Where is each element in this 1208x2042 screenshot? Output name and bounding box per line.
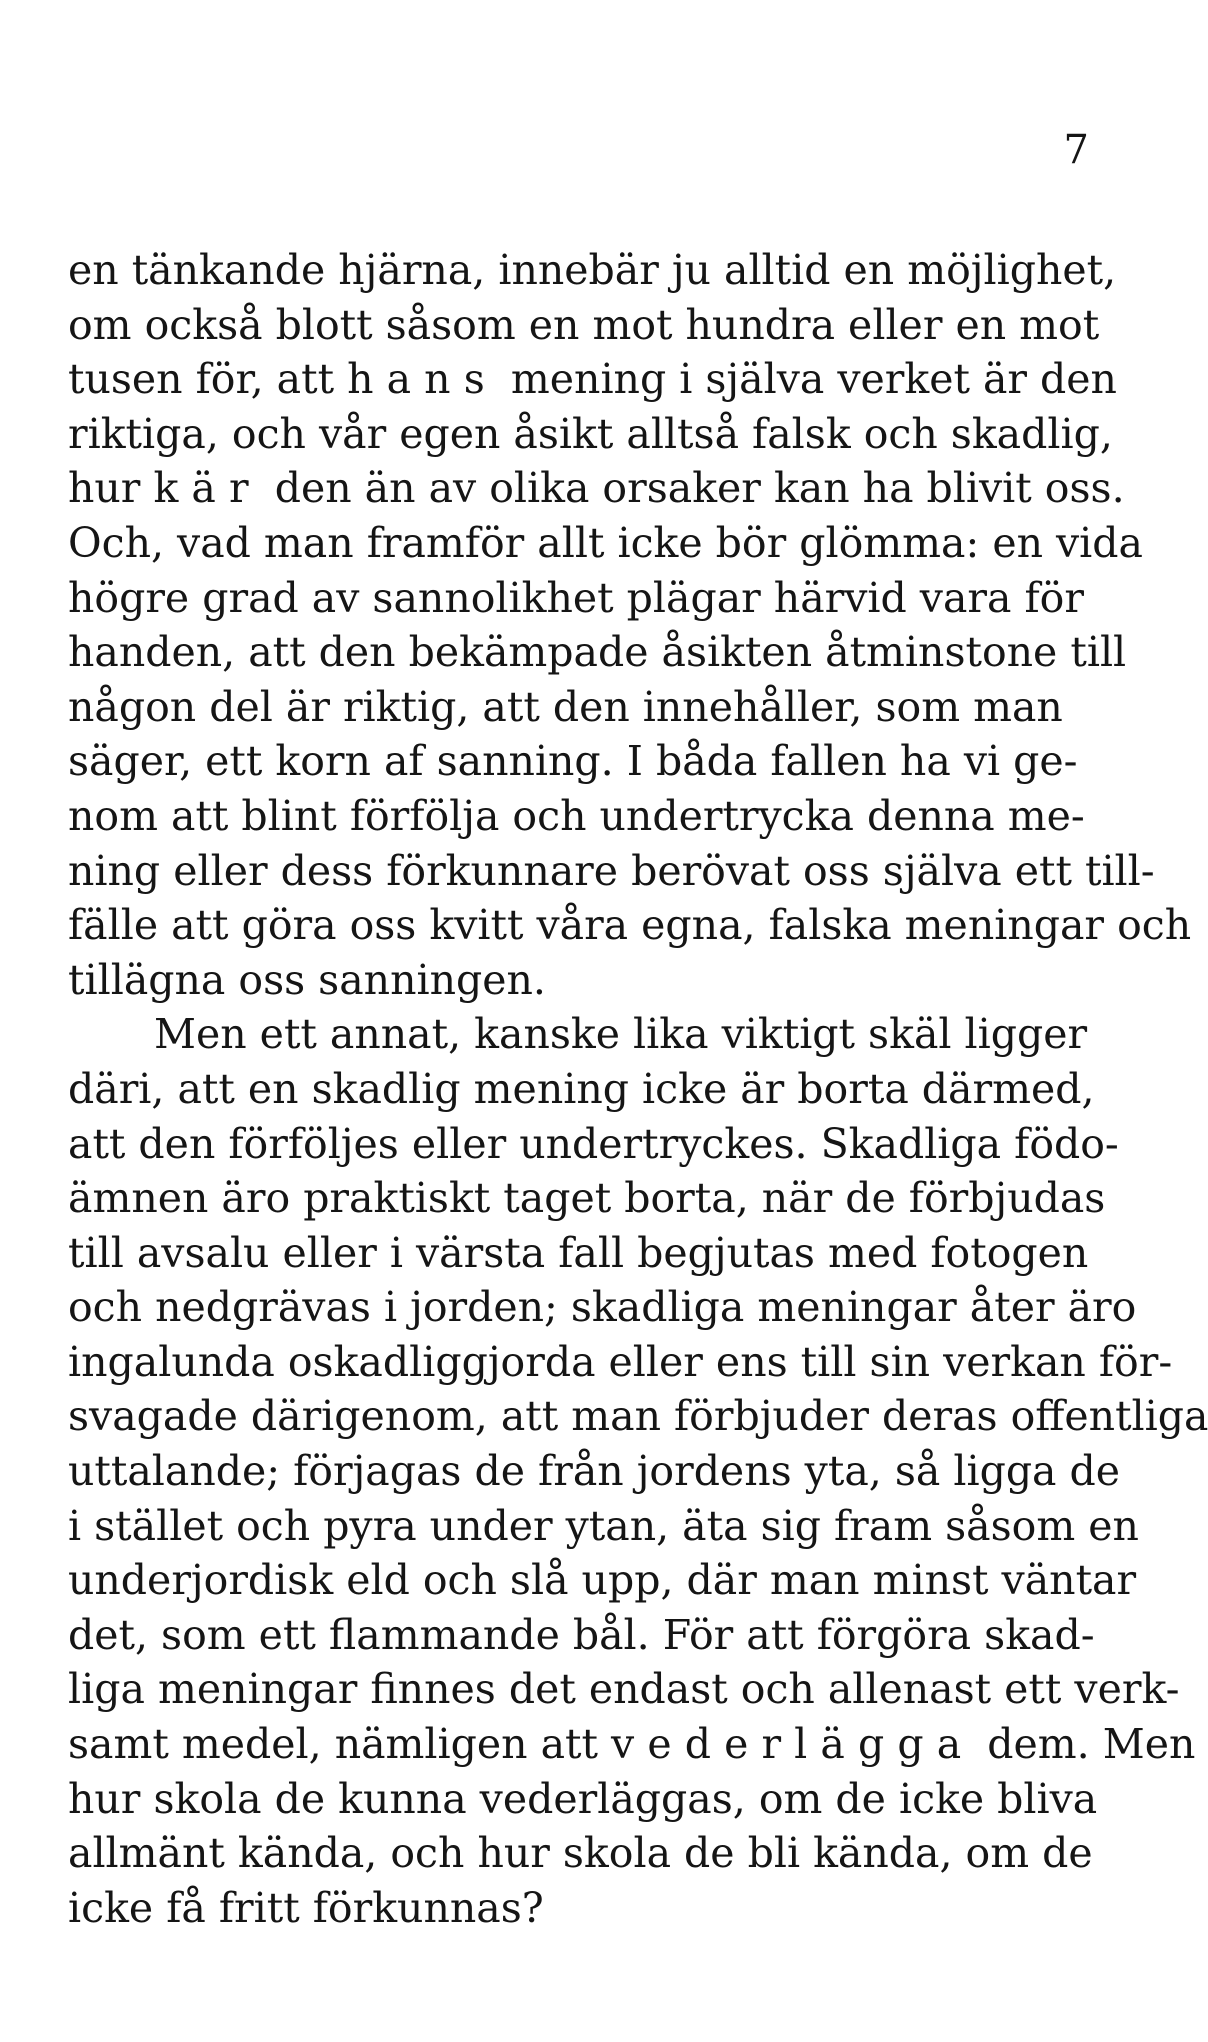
text-line-14: tillägna oss sanningen. [68,955,546,1004]
text-line-2: om också blott såsom en mot hundra eller en mot [68,300,1100,349]
text-line-27: liga meningar finnes det endast och allenast ett verk- [68,1665,1180,1714]
text-line-17: att den förföljes eller undertryckes. Skadliga födo- [68,1119,1119,1168]
text-line-24: i stället och pyra under ytan, äta sig fram såsom en [68,1501,1139,1550]
emphasized-word: hans [347,355,498,404]
text-line-5 [68,461,1136,516]
text-line-19: till avsalu eller i värsta fall begjutas med fotogen [68,1228,1089,1277]
text-line-20: och nedgrävas i jorden; skadliga meningar åter äro [68,1283,1137,1332]
text-line-3 [68,352,1136,407]
text-segment: samt medel, nämligen att [68,1720,612,1769]
text-line-21: ingalunda oskadliggjorda eller ens till sin verkan för- [68,1337,1173,1386]
text-line-1: en tänkande hjärna, innebär ju alltid en möjlighet, [68,246,1117,294]
text-line-22: svagade därigenom, att man förbjuder deras offentliga [68,1392,1208,1441]
text-line-4: riktiga, och vår egen åsikt alltså falsk och skadlig, [68,409,1113,458]
text-line-30: allmänt kända, och hur skola de bli kända, om de [68,1829,1093,1878]
text-line-13: fälle att göra oss kvitt våra egna, falska meningar och [68,901,1192,950]
text-line-6: Och, vad man framför allt icke bör glömma: en vida [68,518,1143,567]
text-line-28 [68,1717,1196,1772]
text-line-23: uttalande; förjagas de från jordens yta, så ligga de [68,1447,1121,1496]
text-line-31: icke få fritt förkunnas? [68,1883,544,1932]
text-line-9: någon del är riktig, att den innehåller, som man [68,682,1063,731]
text-line-16: däri, att en skadlig mening icke är borta därmed, [68,1064,1095,1113]
text-line-15: Men ett annat, kanske lika viktigt skäl ligger [154,1010,1088,1059]
text-line-8: handen, att den bekämpade åsikten åtminstone till [68,628,1127,677]
text-line-10: säger, ett korn af sanning. I båda fallen ha vi ge- [68,737,1078,786]
page-number: 7 [1063,127,1089,173]
text-line-18: ämnen äro praktiskt taget borta, när de förbjudas [68,1174,1106,1223]
text-line-12: ning eller dess förkunnare berövat oss själva ett till- [68,846,1155,895]
text-line-26: det, som ett flammande bål. För att förgöra skad- [68,1610,1095,1659]
emphasized-word: kär [153,464,262,513]
text-line-7: högre grad av sannolikhet plägar härvid vara för [68,573,1084,622]
body-text [68,243,1208,1935]
text-segment: mening i själva verket är den [497,355,1117,404]
text-line-11: nom att blint förfölja och undertrycka denna me- [68,791,1085,840]
text-line-29: hur skola de kunna vederläggas, om de icke bliva [68,1774,1098,1823]
text-line-25: underjordisk eld och slå upp, där man minst väntar [68,1556,1137,1605]
text-segment: hur [68,464,154,513]
emphasized-word: vederlägga [611,1720,975,1769]
text-segment: tusen för, att [68,355,348,404]
text-segment: dem. Men [974,1720,1196,1769]
text-segment: den än av olika orsaker kan ha blivit oss. [261,464,1125,513]
